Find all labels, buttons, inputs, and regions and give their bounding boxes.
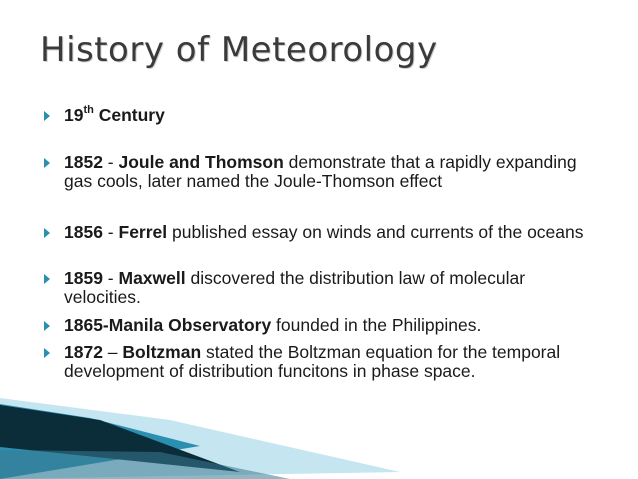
bullet-text (64, 223, 604, 242)
bullet-name: Boltzman (122, 342, 202, 362)
bullet-year: 1856 (64, 222, 103, 242)
bullet-text (64, 269, 604, 307)
bullet-arrow-icon (44, 321, 50, 331)
bullet-name: Ferrel (118, 222, 168, 242)
bullet-separator: - (102, 222, 119, 242)
bullet-separator: - (102, 268, 119, 288)
bullet-year: 1852 (64, 152, 103, 172)
bullet-arrow-icon (44, 348, 50, 358)
bullet-arrow-icon (44, 111, 50, 121)
bullet-arrow-icon (44, 158, 50, 168)
bullet-name: Maxwell (118, 268, 186, 288)
bullet-year: 1859 (64, 268, 103, 288)
bullet-description: published essay on winds and currents of the oceans (167, 222, 584, 242)
century-label (64, 105, 165, 125)
bullet-year: 1872 (64, 342, 103, 362)
bullet-name: Joule and Thomson (118, 152, 284, 172)
bullet-description: founded in the Philippines. (271, 315, 482, 335)
bullet-description: demonstrate that a rapidly expanding gas cools, later named the Joule-Thomson effect (64, 152, 577, 191)
bullet-separator: - (102, 152, 119, 172)
bullet-description: discovered the distribution law of molecular velocities. (64, 268, 526, 307)
bullet-separator: – (102, 342, 123, 362)
bullet-text (64, 106, 604, 125)
bullet-text (64, 316, 604, 335)
bullet-arrow-icon (44, 274, 50, 284)
bullet-text (64, 153, 604, 191)
slide-title: History of Meteorology (40, 30, 438, 70)
century-suffix: th (83, 104, 94, 117)
bullet-year: 1865-Manila Observatory (64, 315, 272, 335)
bullet-description: stated the Boltzman equation for the temporal development of distribution funcitons in phase space. (64, 342, 561, 381)
century-word: Century (93, 105, 165, 125)
century-number: 19 (64, 105, 84, 125)
bullet-arrow-icon (44, 228, 50, 238)
bullet-text (64, 343, 604, 381)
